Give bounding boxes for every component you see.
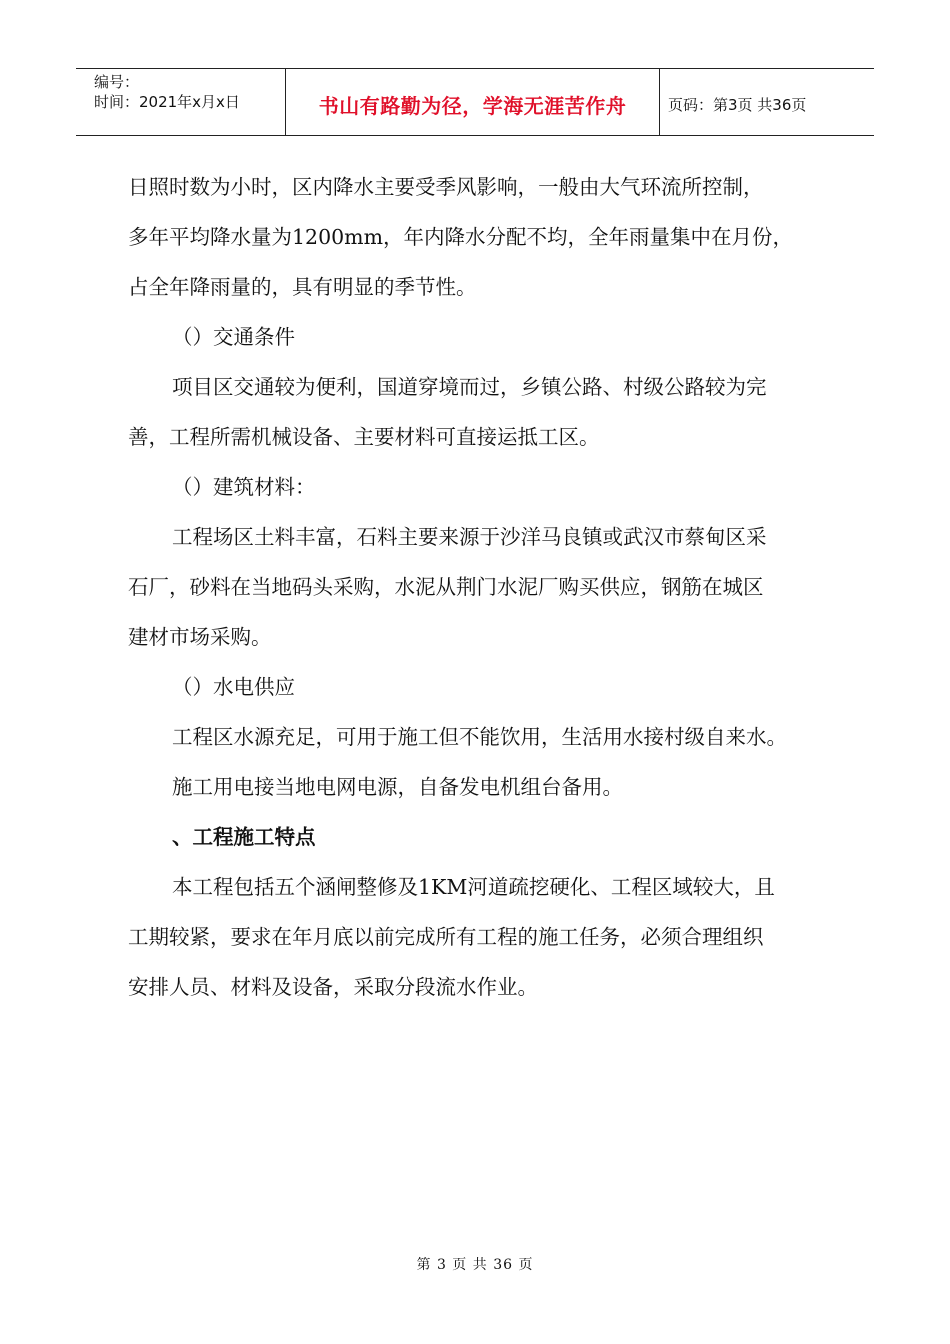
time-label: 时间：2021年x月x日 <box>94 93 240 111</box>
body-line: 工程场区土料丰富，石料主要来源于沙洋马良镇或武汉市蔡甸区采 <box>172 525 767 549</box>
section-title-utilities: （）水电供应 <box>172 675 295 699</box>
footer-page-number: 第 3 页 共 36 页 <box>416 1257 534 1273</box>
section-heading-features: 、工程施工特点 <box>172 825 316 849</box>
page-footer <box>0 1254 950 1274</box>
body-line: 日照时数为小时，区内降水主要受季风影响，一般由大气环流所控制， <box>128 175 764 199</box>
body-line: 工程区水源充足，可用于施工但不能饮用，生活用水接村级自来水。 <box>172 725 787 749</box>
body-line: 占全年降雨量的，具有明显的季节性。 <box>128 275 477 299</box>
body-line: 善，工程所需机械设备、主要材料可直接运抵工区。 <box>128 425 600 449</box>
body-line: 多年平均降水量为1200mm，年内降水分配不均，全年雨量集中在月份， <box>128 225 794 249</box>
number-label: 编号： <box>94 73 140 91</box>
motto-text: 书山有路勤为径，学海无涯苦作舟 <box>318 93 627 118</box>
document-header <box>76 68 874 136</box>
header-page-cell <box>660 69 874 135</box>
section-title-materials: （）建筑材料： <box>172 475 316 499</box>
section-title-traffic: （）交通条件 <box>172 325 295 349</box>
document-body <box>128 162 828 1012</box>
body-line: 建材市场采购。 <box>128 625 272 649</box>
header-motto-cell <box>286 69 660 135</box>
body-line: 安排人员、材料及设备，采取分段流水作业。 <box>128 975 538 999</box>
header-meta-cell <box>76 69 286 135</box>
body-line: 项目区交通较为便利，国道穿境而过，乡镇公路、村级公路较为完 <box>172 375 767 399</box>
page-info: 页码：第3页 共36页 <box>668 95 807 114</box>
body-line: 施工用电接当地电网电源，自备发电机组台备用。 <box>172 775 623 799</box>
body-line: 本工程包括五个涵闸整修及1KM河道疏挖硬化、工程区域较大，且 <box>172 875 775 899</box>
body-line: 工期较紧，要求在年月底以前完成所有工程的施工任务，必须合理组织 <box>128 925 764 949</box>
body-line: 石厂，砂料在当地码头采购，水泥从荆门水泥厂购买供应，钢筋在城区 <box>128 575 764 599</box>
